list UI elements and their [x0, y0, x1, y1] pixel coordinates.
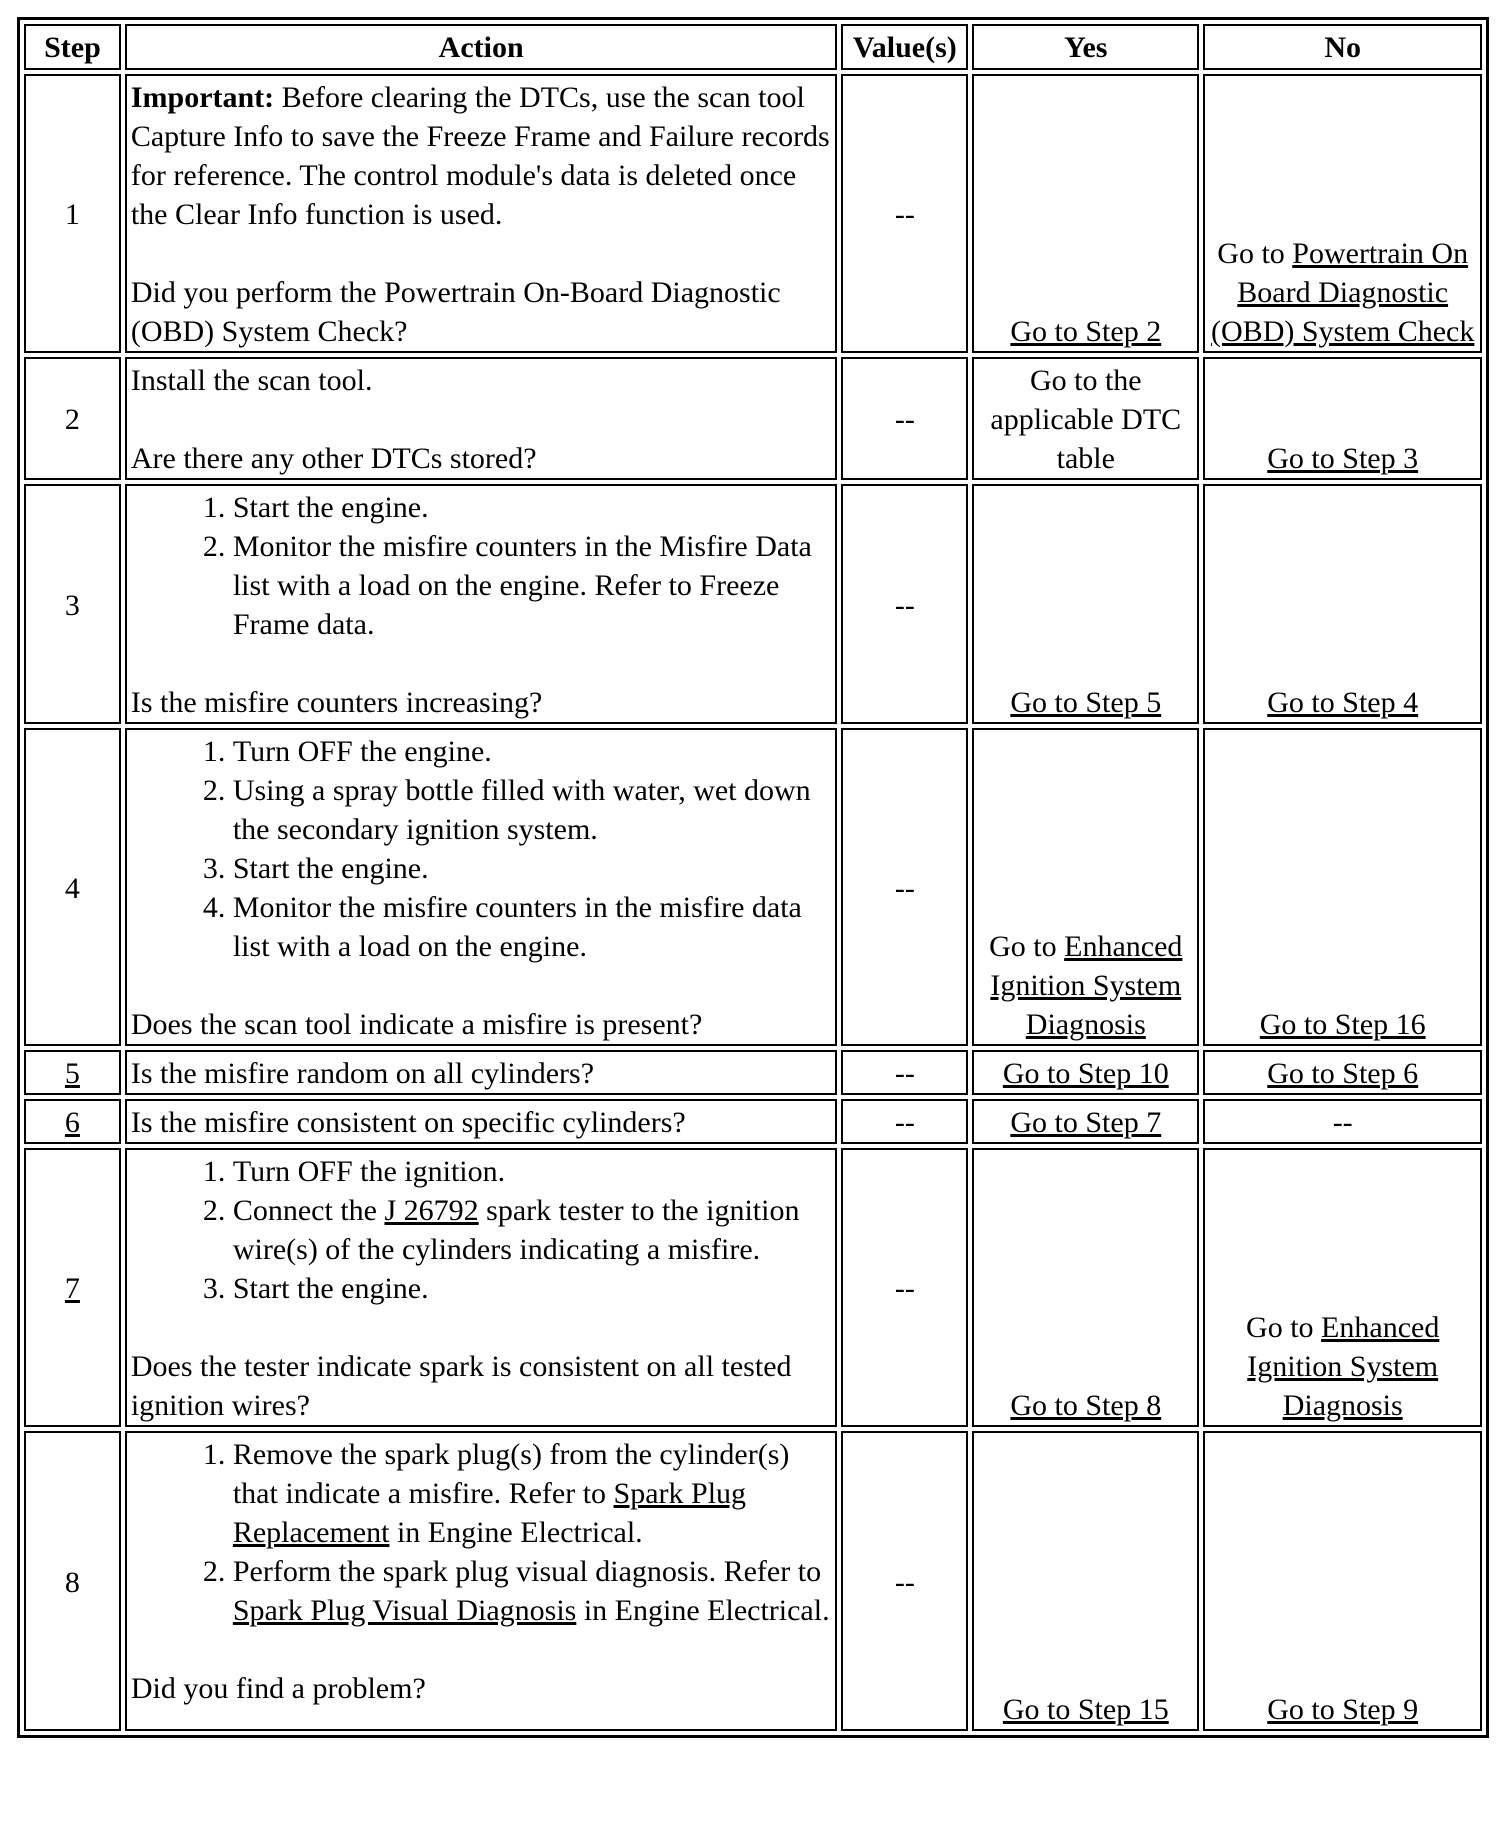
diagnostic-table — [17, 17, 1489, 1738]
no-link[interactable]: Go to Step 9 — [1267, 1693, 1419, 1726]
no-link[interactable]: Go to Step 16 — [1259, 1008, 1426, 1041]
step-number: 4 — [24, 728, 121, 1046]
action-list — [131, 1435, 832, 1630]
list-item: 2. Monitor the misfire counters in the Misfire Data list with a load on the engine. Refer to Freeze Frame data. — [233, 527, 832, 644]
yes-cell — [972, 1050, 1199, 1095]
value-cell: -- — [841, 74, 968, 353]
yes-link[interactable]: Go to Step 15 — [1002, 1693, 1169, 1726]
list-item: 1. Turn OFF the ignition. — [233, 1152, 832, 1191]
reference-link[interactable]: Spark Plug Replacement — [232, 1477, 747, 1549]
step-link[interactable]: 7 — [64, 1272, 80, 1305]
table-row — [24, 1431, 1482, 1731]
list-item: 4. Monitor the misfire counters in the misfire data list with a load on the engine. — [233, 888, 832, 966]
action-question: Are there any other DTCs stored? — [130, 442, 537, 475]
yes-prefix: Go to — [989, 930, 1065, 963]
step-number: 8 — [24, 1431, 121, 1731]
item-text: in Engine Electrical. — [389, 1516, 643, 1549]
list-item: 1. Start the engine. — [233, 488, 832, 527]
yes-cell — [972, 1431, 1199, 1731]
yes-cell — [972, 74, 1199, 353]
value-cell: -- — [841, 1050, 968, 1095]
no-link[interactable]: Go to Step 6 — [1267, 1057, 1419, 1090]
tool-link[interactable]: J 26792 — [384, 1194, 479, 1227]
action-question: Does the tester indicate spark is consistent on all tested ignition wires? — [130, 1350, 792, 1422]
table-row — [24, 1148, 1482, 1427]
no-cell — [1203, 357, 1482, 480]
no-cell — [1203, 484, 1482, 724]
no-cell — [1203, 1148, 1482, 1427]
yes-cell — [972, 1099, 1199, 1144]
yes-cell: Go to the applicable DTC table — [972, 357, 1199, 480]
action-cell — [125, 357, 838, 480]
yes-cell — [972, 1148, 1199, 1427]
action-cell — [125, 728, 838, 1046]
action-cell — [125, 484, 838, 724]
yes-link[interactable]: Enhanced Ignition System Diagnosis — [990, 930, 1183, 1041]
step-number: 1 — [24, 74, 121, 353]
no-link[interactable]: Enhanced Ignition System Diagnosis — [1247, 1311, 1440, 1422]
no-link[interactable]: Go to Step 4 — [1267, 686, 1419, 719]
action-question: Did you perform the Powertrain On-Board Diagnostic (OBD) System Check? — [130, 276, 781, 348]
action-list — [131, 1152, 832, 1308]
step-number — [24, 1050, 121, 1095]
item-text: in Engine Electrical. — [576, 1594, 830, 1627]
no-link[interactable]: Go to Step 3 — [1267, 442, 1419, 475]
list-item: 3. Start the engine. — [233, 849, 832, 888]
yes-link[interactable]: Go to Step 10 — [1002, 1057, 1169, 1090]
action-cell — [125, 1431, 838, 1731]
step-number: 3 — [24, 484, 121, 724]
table-row — [24, 1099, 1482, 1144]
action-list — [131, 488, 832, 644]
no-prefix: Go to — [1217, 237, 1293, 270]
no-cell — [1203, 1050, 1482, 1095]
yes-link[interactable]: Go to Step 5 — [1010, 686, 1162, 719]
no-cell — [1203, 74, 1482, 353]
header-values: Value(s) — [841, 24, 968, 70]
step-number: 2 — [24, 357, 121, 480]
reference-link[interactable]: Spark Plug Visual Diagnosis — [232, 1594, 577, 1627]
item-text: Connect the — [232, 1194, 385, 1227]
table-row — [24, 74, 1482, 353]
yes-link[interactable]: Go to Step 2 — [1010, 315, 1162, 348]
header-no: No — [1203, 24, 1482, 70]
no-link[interactable]: Powertrain On Board Diagnostic (OBD) System Check — [1211, 237, 1475, 348]
yes-link[interactable]: Go to Step 7 — [1010, 1106, 1162, 1139]
action-question: Did you find a problem? — [130, 1672, 426, 1705]
value-cell: -- — [841, 1431, 968, 1731]
list-item: 3. Start the engine. — [233, 1269, 832, 1308]
action-list — [131, 732, 832, 966]
action-question: Does the scan tool indicate a misfire is present? — [130, 1008, 703, 1041]
item-text: spark tester to the ignition wire(s) of the cylinders indicating a misfire. — [232, 1194, 800, 1266]
header-row — [24, 24, 1482, 70]
value-cell: -- — [841, 357, 968, 480]
step-number — [24, 1148, 121, 1427]
action-question: Is the misfire random on all cylinders? — [125, 1050, 838, 1095]
header-yes: Yes — [972, 24, 1199, 70]
step-number — [24, 1099, 121, 1144]
table-row — [24, 357, 1482, 480]
header-action: Action — [125, 24, 838, 70]
table-row — [24, 1050, 1482, 1095]
action-question: Is the misfire consistent on specific cylinders? — [125, 1099, 838, 1144]
list-item — [233, 1435, 832, 1552]
no-cell — [1203, 1431, 1482, 1731]
step-link[interactable]: 6 — [64, 1106, 80, 1139]
item-text: Perform the spark plug visual diagnosis. Refer to — [232, 1555, 822, 1588]
no-cell — [1203, 728, 1482, 1046]
header-step: Step — [24, 24, 121, 70]
yes-link[interactable]: Go to Step 8 — [1010, 1389, 1162, 1422]
important-note — [131, 78, 832, 234]
yes-cell — [972, 484, 1199, 724]
list-item — [233, 1552, 832, 1630]
important-text: Before clearing the DTCs, use the scan tool Capture Info to save the Freeze Frame and Failure records for reference. The control module's data is deleted once the Clear Info function is used. — [130, 81, 830, 231]
action-text: Install the scan tool. — [130, 364, 373, 397]
important-label: Important: — [130, 81, 275, 114]
table-row — [24, 484, 1482, 724]
action-question: Is the misfire counters increasing? — [130, 686, 543, 719]
value-cell: -- — [841, 1099, 968, 1144]
step-link[interactable]: 5 — [64, 1057, 80, 1090]
item-text: Remove the spark plug(s) from the cylinder(s) that indicate a misfire. Refer to — [232, 1438, 790, 1510]
yes-cell — [972, 728, 1199, 1046]
list-item: 2. Using a spray bottle filled with water, wet down the secondary ignition system. — [233, 771, 832, 849]
value-cell: -- — [841, 1148, 968, 1427]
no-prefix: Go to — [1246, 1311, 1322, 1344]
list-item — [233, 1191, 832, 1269]
no-cell: -- — [1203, 1099, 1482, 1144]
action-cell — [125, 1148, 838, 1427]
table-row — [24, 728, 1482, 1046]
value-cell: -- — [841, 484, 968, 724]
action-cell — [125, 74, 838, 353]
value-cell: -- — [841, 728, 968, 1046]
list-item: 1. Turn OFF the engine. — [233, 732, 832, 771]
